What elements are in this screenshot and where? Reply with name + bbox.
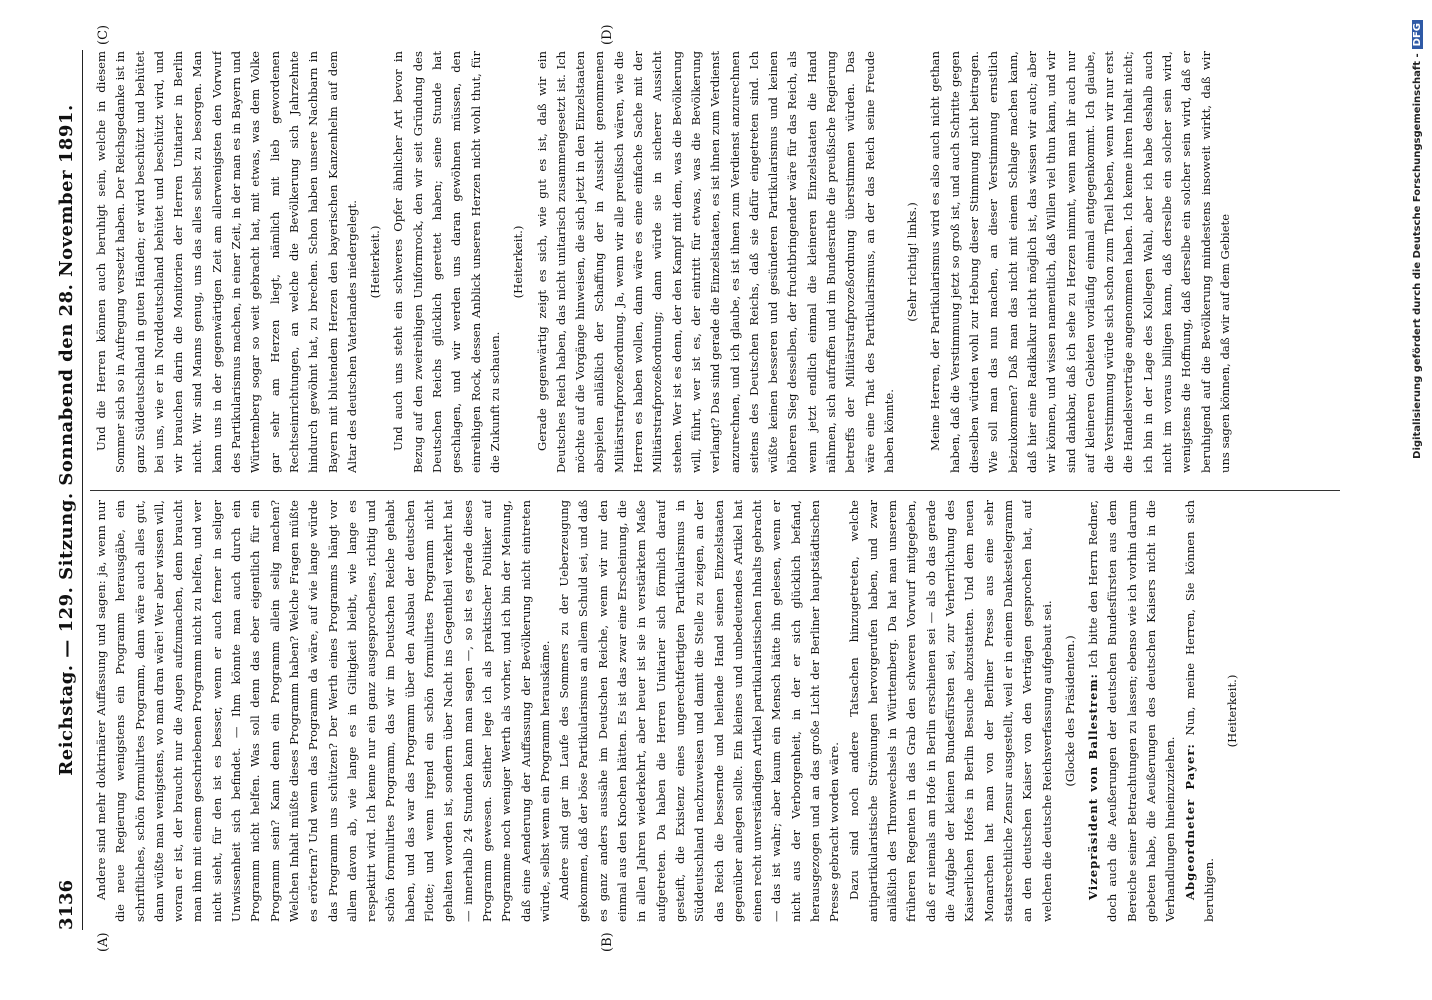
stage-direction: (Glocke des Präsidenten.) [1062,635,1077,787]
body-paragraph: Andere sind mehr doktrinärer Auffassung und sagen: ja, wenn nur die neue Regierung wenigstens ein Programm herausgäbe, ein schriftliches, schön formulirtes Programm, dann wäre auch alles gut, dann wüßte man wenigstens, wo man dran wäre! Wer aber wissen will, woran er ist, der braucht nur die Augen aufzumachen, denn braucht man ihm mit einem geschriebenen Programm nicht zu helfen, und wer nicht sieht, für den ist es besser, wenn er auch ferner in seliger Unwissenheit sich befindet. — Ihm könnte man auch durch ein Programm nicht helfen. Was soll denn das eber eigentlich für ein Programm sein? Kann denn ein Programm allein selig machen? Welchen Inhalt müßte dieses Programm haben? Welche Fragen müßte es erörtern? Und wenn das Programm da wäre, auf wie lange würde das Programm uns schützen? Der Werth eines Programms hängt vor allem davon ab, wie lange es in Giltigkeit bleibt, wie lange es respektirt wird. Ich kenne nur ein ganz ausgesprochenes, richtig und schön formulirtes Programm, das wir im Deutschen Reiche gehabt haben, und das war das Programm über den Ausbau der deutschen Flotte; und wenn irgend ein schön formulirtes Programm nicht gehalten worden ist, sondern über Nacht ins Gegentheil verkehrt hat — innerhalb 24 Stunden kann man sagen —, so ist es gerade dieses Programm gewesen. Seither lege ich als praktischer Politiker auf Programme noch weniger Werth als vorher, und ich bin der Meinung, daß eine Aenderung der Auffassung der Bevölkerung nicht eintreten würde, selbst wenn ein Programm herauskäme. [94,500,552,922]
right-column [92,51,1332,473]
speech-paragraph [1181,500,1220,922]
speaker-name: Vizepräsident von Ballestrem: [1086,673,1101,900]
body-paragraph: Und die Herren können auch beruhigt sein, welche in diesem Sommer sich so in Aufregung versetzt haben. Der Reichsgedanke ist in ganz Süddeutschland in guten Händen; er wird beschützt und behütet bei uns, wie er in Norddeutschland behütet und beschützt wird, und wir brauchen darin die Monitorien der Herren Unitarier in Berlin nicht. Wir sind Manns genug, uns das alles selbst zu besorgen. Man kann uns in der gegenwärtigen Zeit am allerwenigsten den Vorwurf des Partikularismus machen, in einer Zeit, in der man es in Bayern und Württemberg sogar so weit gebracht hat, mit etwas, was dem Volke gar sehr am Herzen liegt, nämlich mit lieb gewordenen Rechtseinrichtungen, an welche die Bevölkerung sich Jahrzehnte hindurch gewöhnt hat, zu brechen. Schon haben unsere Nachbarn in Bayern mit blutendem Herzen den bayerischen Kanzenhelm auf dem Altar des deutschen Vaterlandes niedergelegt. [94,51,359,473]
margin-marker-c: (C) [96,24,111,45]
speech-text: Ich bitte den Herrn Redner, doch auch die Aeußerungen der deutschen Bundesfürsten aus dem Bereiche seiner Betrachtungen zu lassen; ebenso wie ich vorhin darum gebeten habe, die Aeußerungen des deutschen Kaisers nicht in die Verhandlungen hineinzuziehen. [1086,500,1178,922]
margin-marker-a: (A) [96,932,111,952]
page-header [52,50,82,930]
speech-paragraph [1084,500,1180,922]
page-number: 3136 [56,879,77,930]
digitization-footer [1412,20,1423,459]
speaker-name: Abgeordneter Payer: [1182,743,1197,900]
stage-direction: (Heiterkeit.) [511,225,526,299]
column-divider [90,490,1340,491]
footer-text: Digitalisierung gefördert durch die Deutsche Forschungsgemeinschaft - [1412,53,1423,459]
body-paragraph: Und auch uns steht ein schweres Opfer ähnlicher Art bevor in Bezug auf den zweireihigen Uniformrock, den wir seit Gründung des Deutschen Reichs glücklich gerettet haben; seine Stunde hat geschlagen, und wir werden uns daran gewöhnen müssen, den einreihigen Rock, dessen Anblick unseren Herzen nicht wohl thut, für die Zukunft zu schauen. [391,51,502,473]
body-paragraph: Andere sind gar im Laufe des Sommers zu der Ueberzeugung gekommen, daß der böse Partikularismus an allem Schuld sei, und daß es ganz anders aussähe im Deutschen Reiche, wenn wir nur den einmal aus den Knochen hätten. Es ist das zwar eine Erscheinung, die in allen Jahren wiederkehrt, aber heuer ist sie in verstärktem Maße aufgetreten. Da haben die Herren Unitarier sich förmlich darauf gesteift, die Existenz eines ungerechtfertigten Partikularismus in Süddeutschland nachzuweisen und damit die Stelle zu zeigen, an der das Reich die bessernde und heilende Hand seinen Einzelstaaten gegenüber anlegen sollte. Ein kleines und unbedeutendes Artikel hat einen recht unverständigen Artikel partikularistischen Inhalts gebracht — das ist wahr; aber kaum ein Mensch hätte ihn gelesen, wenn er nicht aus der Verborgenheit, in der er sich glücklich befand, herausgezogen und an das große Licht der Berliner hauptstädtischen Presse gebracht worden wäre. [557,500,842,922]
body-paragraph: Dazu sind noch andere Tatsachen hinzugetreten, welche antipartikularistische Strömungen hervorgerufen haben, und zwar anläßlich des Thronwechsels in Württemberg. Da hat man unserem früheren Regenten in das Grab den schweren Vorwurf mitgegeben, daß er niemals am Hofe in Berlin erschienen sei — als ob das gerade die Aufgabe der kleinen Bundesfürsten sei, zur Verherrlichung des Kaiserlichen Hofes in Berlin Besuche abzustatten. Und dem neuen Monarchen hat man von der Berliner Presse aus eine sehr staatsrechtliche Zensur ausgestellt, weil er in einem Dankestelegramm an den deutschen Kaiser von den Verträgen gesprochen hat, auf welchen die deutsche Reichsverfassung aufgebaut sei. [846,500,1054,922]
left-column [92,500,1332,922]
body-paragraph: Meine Herren, der Partikularismus wird es also auch nicht gethan haben, daß die Verstimmung jetzt so groß ist, und auch Schritte gegen dieselben würden wohl zur Hebung dieser Stimmung nicht beitragen. Wie soll man das nun machen, an dieser Verstimmung ernstlich beizukommen? Daß man das nicht mit einem Schlage machen kann, daß hier eine Radikalkur nicht möglich ist, das wissen wir auch; aber wir können, und wissen namentlich, daß Willen viel thun kann, und wir sind dankbar, daß ich sehe zu Herzen nimmt, wenn man ihr auch nur auf kleineren Gebieten vorläufig einmal entgegenkommt. Ich glaube, die Verstimmung würde sich schon zum Theil heben, wenn wir nur erst die Handelsverträge angenommen haben. Ich kenne ihren Inhalt nicht; ich bin in der Lage des Kollegen Wahl, aber ich habe deshalb auch nicht im voraus billigen kann, daß derselbe ein solcher sein wird, wenigstens die Hoffnung, daß derselbe ein solcher sein wird, daß er beruhigend auf die Bevölkerung mindestens insoweit wirkt, daß wir uns sagen können, daß wir auf dem Gebiete [928,51,1232,473]
body-paragraph: Gerade gegenwärtig zeigt es sich, wie gut es ist, daß wir ein Deutsches Reich haben, das nicht unitarisch zusammengesetzt ist. Ich möchte auf die Vorgänge hinweisen, die sich jetzt in den Einzelstaaten abspielen anläßlich der Schaffung der in Aussicht genommenen Militärstrafprozeßordnung. Ja, wenn wir alle preußisch wären, wie die Herren es haben wollen, dann wäre es eine einfache Sache mit der Militärstrafprozeßordnung; dann würde sie in sicherer Aussicht stehen. Wer ist es denn, der den Kampf mit dem, was die Bevölkerung will, führt, wer ist es, der eintritt für etwas, was die Bevölkerung verlangt? Das sind gerade die Einzelstaaten, es ist ihnen zum Verdienst anzurechnen, und ich glaube, es ist ihnen zum Verdienst anzurechnen seitens des Deutschen Reichs, daß sie dafür eingetreten sind. Ich wüßte keinen besseren und gesünderen Partikularismus und keinen höheren Sieg desselben, der fruchtbringender wäre für das Reich, als wenn jetzt endlich einmal die kleineren Einzelstaaten die Hand nähmen, sich aufraffen und im Bundesrathe die preußische Regierung betreffs der Militärstrafprozeßordnung überstimmen würden. Das wäre eine That des Partikularismus, an der das Reich seine Freude haben könnte. [534,51,896,473]
margin-marker-d: (D) [600,24,615,45]
dfg-logo: DFG [1412,20,1423,49]
stage-direction: (Heiterkeit.) [1225,674,1240,748]
page-title: Reichstag. — 129. Sitzung. Sonnabend den 28. November 1891. [56,104,77,776]
speech-text: Nun, meine Herren, Sie können sich beruhigen. [1182,500,1216,922]
stage-direction: (Sehr richtig! links.) [905,202,920,322]
stage-direction: (Heiterkeit.) [368,225,383,299]
margin-marker-b: (B) [600,932,615,952]
header-rule [82,50,83,930]
